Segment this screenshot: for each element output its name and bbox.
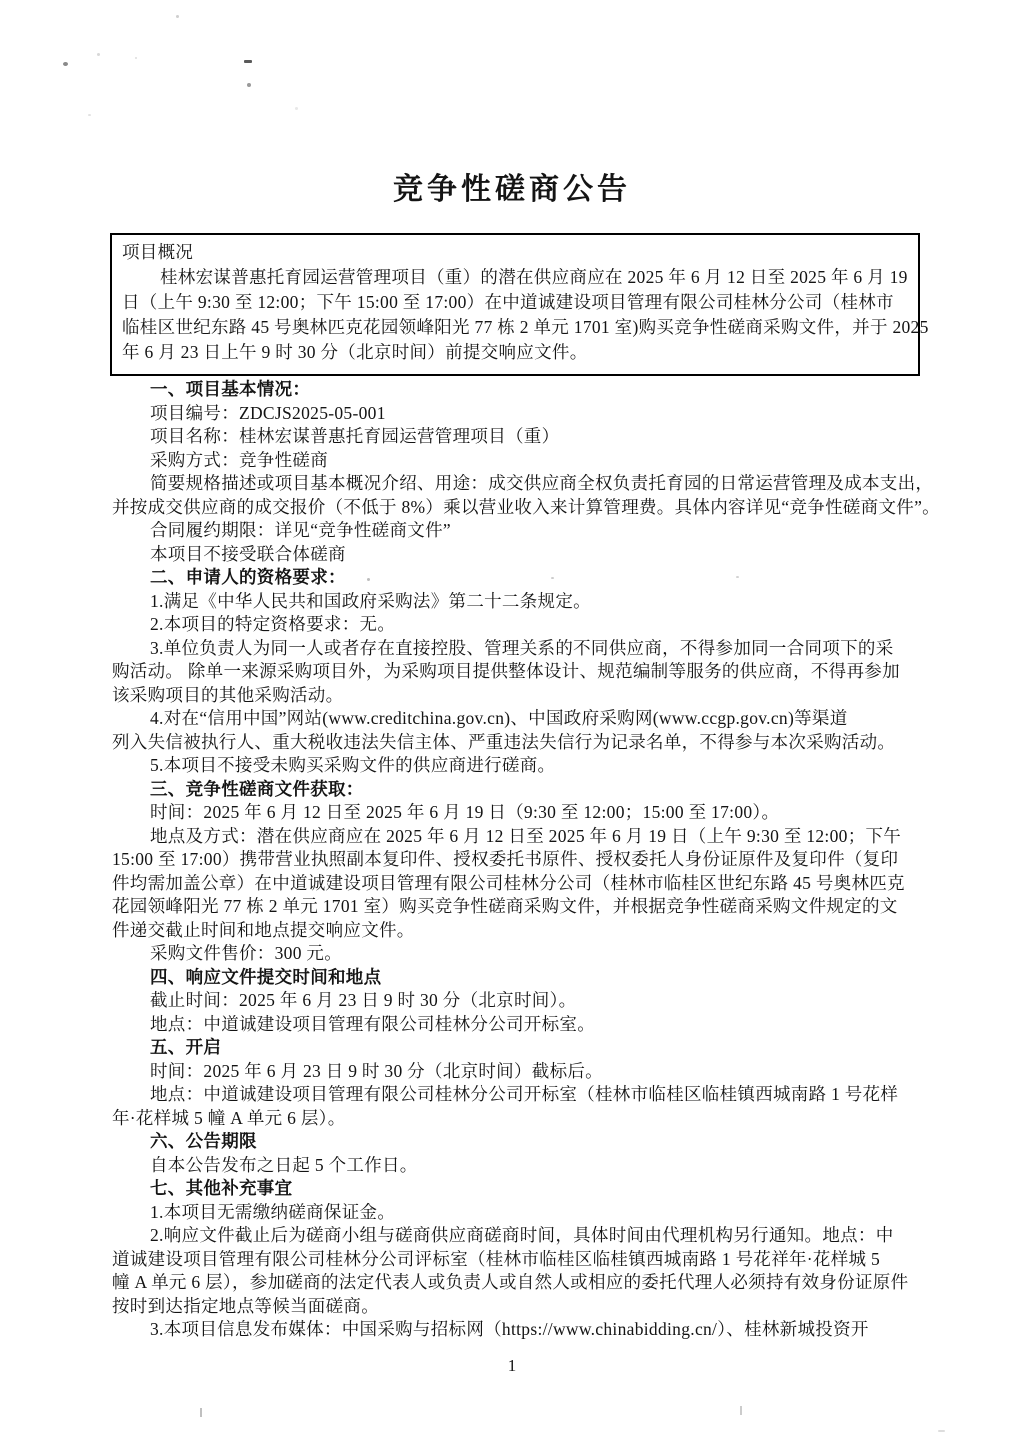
scan-speck — [200, 1408, 202, 1417]
body-line: 购活动。 除单一来源采购项目外，为采购项目提供整体设计、规范编制等服务的供应商，不得再参加 — [112, 661, 900, 681]
scan-speck — [88, 114, 91, 116]
body-line: 项目名称：桂林宏谋普惠托育园运营管理项目（重） — [150, 426, 560, 446]
overview-body — [122, 265, 929, 365]
overview-line: 日（上午 9:30 至 12:00；下午 15:00 至 17:00）在中道诚建设项目管理有限公司桂林分公司（桂林市 — [122, 292, 894, 312]
scan-speck — [244, 60, 252, 63]
body-line: 按时到达指定地点等候当面磋商。 — [112, 1295, 379, 1316]
section-heading: 五、开启 — [150, 1037, 222, 1057]
body-line: 2.本项目的特定资格要求：无。 — [150, 614, 396, 634]
body-line: 件均需加盖公章）在中道诚建设项目管理有限公司桂林分公司（桂林市临桂区世纪东路 45 号奥林匹克 — [112, 872, 905, 893]
document-body — [112, 378, 940, 1342]
body-line: 地点：中道诚建设项目管理有限公司桂林分公司开标室（桂林市临桂区临桂镇西城南路 1 号花样 — [150, 1084, 899, 1104]
section-heading: 四、响应文件提交时间和地点 — [150, 966, 382, 987]
body-line: 花园领峰阳光 77 栋 2 单元 1701 室）购买竞争性磋商采购文件，并根据竞争性磋商采购文件规定的文 — [112, 896, 898, 916]
body-line: 项目编号：ZDCJS2025-05-001 — [150, 402, 386, 423]
body-line: 年·花样城 5 幢 A 单元 6 层）。 — [112, 1107, 346, 1128]
section-heading: 七、其他补充事宜 — [150, 1178, 293, 1198]
body-line: 采购文件售价：300 元。 — [150, 943, 343, 963]
scan-speck — [740, 1406, 742, 1415]
body-line: 15:00 至 17:00）携带营业执照副本复印件、授权委托书原件、授权委托人身份证原件及复印件（复印 — [112, 849, 899, 869]
scan-speck — [295, 107, 298, 110]
section-heading: 六、公告期限 — [150, 1131, 257, 1151]
scan-speck — [938, 1430, 945, 1432]
scan-speck — [247, 83, 251, 87]
body-line: 1.本项目无需缴纳磋商保证金。 — [150, 1201, 396, 1222]
body-line: 采购方式：竞争性磋商 — [150, 449, 328, 470]
body-line: 5.本项目不接受未购买采购文件的供应商进行磋商。 — [150, 755, 556, 775]
body-line: 并按成交供应商的成交报价（不低于 8%）乘以营业收入来计算管理费。具体内容详见“竞争性磋商文件”。 — [112, 496, 940, 517]
body-line: 2.响应文件截止后为磋商小组与磋商供应商磋商时间，具体时间由代理机构另行通知。地点：中 — [150, 1225, 894, 1245]
body-line: 该采购项目的其他采购活动。 — [112, 684, 344, 705]
body-line: 地点：中道诚建设项目管理有限公司桂林分公司开标室。 — [150, 1013, 595, 1034]
body-line: 3.本项目信息发布媒体：中国采购与招标网（https://www.chinabidding.cn/）、桂林新城投资开 — [150, 1319, 869, 1339]
body-line: 件递交截止时间和地点提交响应文件。 — [112, 919, 415, 940]
section-heading: 二、申请人的资格要求： — [150, 567, 346, 587]
body-line: 4.对在“信用中国”网站(www.creditchina.gov.cn)、中国政府采购网(www.ccgp.gov.cn)等渠道 — [150, 708, 848, 728]
body-line: 本项目不接受联合体磋商 — [150, 543, 346, 564]
body-line: 幢 A 单元 6 层），参加磋商的法定代表人或负责人或自然人或相应的委托代理人必须持有效身份证原件 — [112, 1272, 909, 1292]
scan-speck — [176, 15, 179, 18]
body-line: 列入失信被执行人、重大税收违法失信主体、严重违法失信行为记录名单，不得参与本次采购活动。 — [112, 731, 896, 752]
overview-line: 桂林宏谋普惠托育园运营管理项目（重）的潜在供应商应在 2025 年 6 月 12 日至 2025 年 6 月 19 — [160, 267, 908, 287]
overview-heading: 项目概况 — [122, 242, 194, 262]
body-line: 1.满足《中华人民共和国政府采购法》第二十二条规定。 — [150, 590, 591, 611]
body-line: 地点及方式：潜在供应商应在 2025 年 6 月 12 日至 2025 年 6 月 19 日（上午 9:30 至 12:00；下午 — [150, 825, 902, 846]
body-line: 合同履约期限：详见“竞争性磋商文件” — [150, 520, 451, 540]
body-line: 简要规格描述或项目基本概况介绍、用途：成交供应商全权负责托育园的日常运营管理及成本支出， — [150, 473, 934, 493]
page-number: 1 — [507, 1356, 517, 1375]
body-line: 截止时间：2025 年 6 月 23 日 9 时 30 分（北京时间）。 — [150, 990, 577, 1010]
scan-speck — [63, 62, 68, 66]
project-overview-box — [110, 233, 929, 376]
body-line: 时间：2025 年 6 月 23 日 9 时 30 分（北京时间）截标后。 — [150, 1060, 603, 1081]
overview-line: 临桂区世纪东路 45 号奥林匹克花园领峰阳光 77 栋 2 单元 1701 室)购买竞争性磋商采购文件，并于 2025 — [122, 317, 929, 337]
section-heading: 三、竞争性磋商文件获取： — [150, 778, 364, 799]
body-line: 自本公告发布之日起 5 个工作日。 — [150, 1154, 418, 1175]
page-title: 竞争性磋商公告 — [393, 173, 631, 206]
body-line: 3.单位负责人为同一人或者存在直接控股、管理关系的不同供应商，不得参加同一合同项下的采 — [150, 637, 894, 658]
body-line: 道诚建设项目管理有限公司桂林分公司评标室（桂林市临桂区临桂镇西城南路 1 号花祥年·花样城 5 — [112, 1248, 881, 1269]
scan-speck — [97, 53, 100, 56]
scan-speck — [135, 57, 137, 59]
overview-line: 年 6 月 23 日上午 9 时 30 分（北京时间）前提交响应文件。 — [122, 342, 588, 362]
section-heading: 一、项目基本情况： — [150, 379, 311, 399]
body-line: 时间：2025 年 6 月 12 日至 2025 年 6 月 19 日（9:30 至 12:00；15:00 至 17:00）。 — [150, 802, 780, 822]
